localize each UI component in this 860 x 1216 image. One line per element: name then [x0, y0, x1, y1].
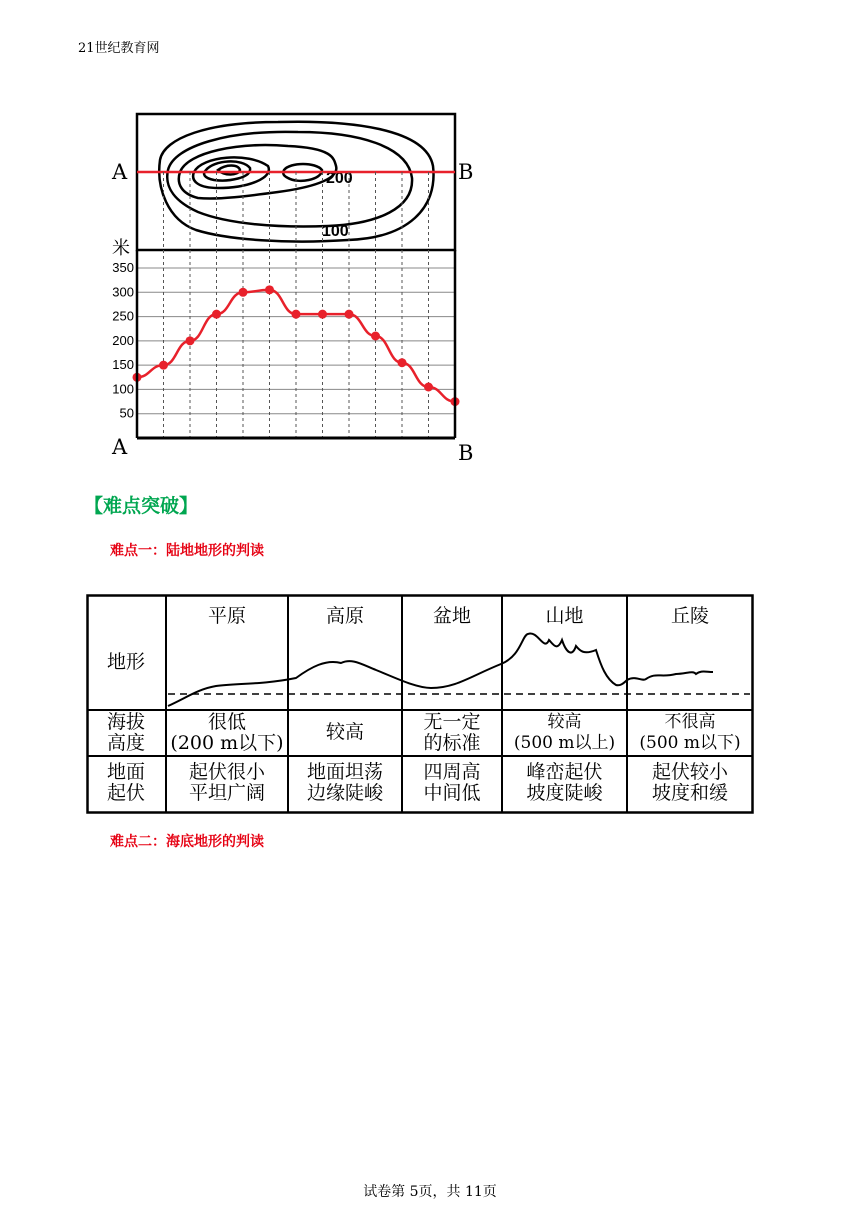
relief-plain: 起伏很小 平坦广阔	[188, 761, 265, 804]
col-name-plain: 平原	[207, 605, 246, 627]
profile-label-a: A	[112, 435, 128, 459]
row-label-altitude: 海拔 高度	[106, 711, 145, 754]
profile-point	[371, 332, 380, 341]
relief-hills: 起伏较小 坡度和缓	[651, 761, 728, 804]
difficulty1-title: 难点一：陆地地形的判读	[110, 543, 264, 559]
col-name-mountain: 山地	[545, 605, 584, 627]
relief-mountain: 峰峦起伏 坡度陡峻	[526, 761, 603, 804]
col-name-hills: 丘陵	[670, 605, 709, 627]
y-tick-label: 100	[112, 381, 134, 397]
altitude-plain: 很低 (200 m以下)	[170, 711, 284, 754]
relief-basin: 四周高 中间低	[423, 761, 481, 804]
col-name-plateau: 高原	[325, 605, 364, 627]
contour-profile-figure	[108, 108, 480, 464]
section-title: 【难点突破】	[84, 495, 199, 517]
profile-point	[292, 310, 301, 319]
col-name-basin: 盆地	[432, 605, 471, 627]
altitude-hills: 不很高 (500 m以下)	[639, 712, 741, 753]
y-tick-label: 300	[112, 284, 134, 300]
profile-point	[239, 288, 248, 297]
difficulty2-title: 难点二：海底地形的判读	[110, 834, 264, 850]
contour-label-200: 200	[326, 170, 353, 187]
profile-point	[212, 310, 221, 319]
row-label-terrain: 地形	[106, 651, 145, 673]
y-tick-label: 250	[112, 308, 134, 324]
y-tick-label: 50	[119, 405, 134, 421]
profile-point	[265, 285, 274, 294]
altitude-mountain: 较高 (500 m以上)	[513, 712, 616, 753]
profile-point	[159, 361, 168, 370]
profile-point	[398, 358, 407, 367]
profile-point	[424, 383, 433, 392]
profile-point	[186, 336, 195, 345]
profile-label-b: B	[458, 441, 474, 464]
map-label-a: A	[112, 160, 128, 184]
row-label-relief: 地面 起伏	[106, 761, 145, 804]
page-footer: 试卷第 5页，共 11页	[363, 1184, 497, 1200]
profile-point	[345, 310, 354, 319]
unit-label: 米	[112, 238, 130, 259]
y-tick-label: 150	[112, 357, 134, 373]
y-tick-label: 200	[112, 332, 134, 348]
contour-map-frame	[137, 114, 455, 250]
altitude-plateau: 较高	[325, 721, 364, 743]
map-label-b: B	[458, 160, 474, 184]
contour-profile-svg	[108, 108, 480, 464]
relief-plateau: 地面坦荡 边缘陡峻	[306, 761, 383, 804]
y-tick-label: 350	[112, 260, 134, 275]
altitude-basin: 无一定 的标准	[423, 711, 481, 754]
contour-label-100: 100	[322, 223, 349, 240]
profile-ticks	[112, 260, 134, 421]
site-header: 21世纪教育网	[78, 41, 160, 56]
profile-point	[318, 310, 327, 319]
terrain-table	[86, 594, 754, 814]
